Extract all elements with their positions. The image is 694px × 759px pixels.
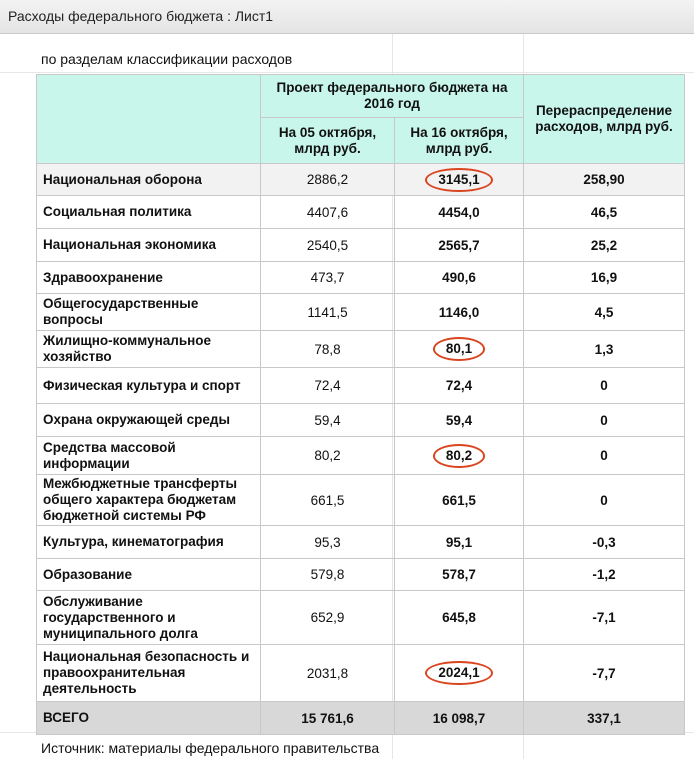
highlight-circle: 80,1 <box>433 337 485 361</box>
row-name[interactable]: Национальная экономика <box>37 229 261 262</box>
row-delta[interactable]: -0,3 <box>524 526 685 559</box>
row-oct5[interactable]: 661,5 <box>261 475 395 526</box>
header-empty-cell[interactable] <box>37 75 261 164</box>
row-name[interactable]: Национальная безопасность и правоохранительная деятельность <box>37 645 261 702</box>
row-delta[interactable]: -1,2 <box>524 559 685 591</box>
row-name[interactable]: Охрана окружающей среды <box>37 404 261 437</box>
table-row <box>37 645 685 702</box>
row-delta[interactable]: -7,1 <box>524 591 685 645</box>
table-row <box>37 368 685 404</box>
header-oct5[interactable]: На 05 октября, млрд руб. <box>261 118 395 164</box>
row-oct5[interactable]: 59,4 <box>261 404 395 437</box>
row-name[interactable]: Социальная политика <box>37 196 261 229</box>
spreadsheet-sheet[interactable] <box>0 34 694 759</box>
window-title: Расходы федерального бюджета : Лист1 <box>0 0 694 34</box>
row-oct16[interactable]: 72,4 <box>395 368 524 404</box>
highlight-circle: 80,2 <box>433 444 485 468</box>
row-delta[interactable]: 0 <box>524 368 685 404</box>
row-delta[interactable]: -7,7 <box>524 645 685 702</box>
row-oct5[interactable]: 72,4 <box>261 368 395 404</box>
table-row <box>37 404 685 437</box>
row-oct16[interactable]: 645,8 <box>395 591 524 645</box>
header-project[interactable]: Проект федерального бюджета на 2016 год <box>261 75 524 118</box>
row-oct16[interactable] <box>395 645 524 702</box>
total-oct16[interactable]: 16 098,7 <box>395 702 524 735</box>
row-delta[interactable]: 0 <box>524 475 685 526</box>
row-oct16[interactable]: 95,1 <box>395 526 524 559</box>
header-oct16[interactable]: На 16 октября, млрд руб. <box>395 118 524 164</box>
table-row <box>37 294 685 331</box>
row-name[interactable]: Физическая культура и спорт <box>37 368 261 404</box>
table-row <box>37 164 685 196</box>
row-oct5[interactable]: 95,3 <box>261 526 395 559</box>
table-row <box>37 559 685 591</box>
row-oct16[interactable] <box>395 331 524 368</box>
row-name[interactable]: Обслуживание государственного и муниципального долга <box>37 591 261 645</box>
row-delta[interactable]: 16,9 <box>524 262 685 294</box>
highlight-circle: 3145,1 <box>425 168 492 192</box>
total-oct5[interactable]: 15 761,6 <box>261 702 395 735</box>
row-oct16[interactable]: 490,6 <box>395 262 524 294</box>
row-oct16[interactable]: 4454,0 <box>395 196 524 229</box>
total-row <box>37 702 685 735</box>
total-delta[interactable]: 337,1 <box>524 702 685 735</box>
row-delta[interactable]: 258,90 <box>524 164 685 196</box>
source-note: Источник: материалы федерального правительства <box>41 740 380 756</box>
row-name[interactable]: Средства массовой информации <box>37 437 261 475</box>
table-row <box>37 262 685 294</box>
table-row <box>37 526 685 559</box>
table-row <box>37 331 685 368</box>
row-name[interactable]: Здравоохранение <box>37 262 261 294</box>
row-oct16[interactable]: 1146,0 <box>395 294 524 331</box>
row-oct5[interactable]: 652,9 <box>261 591 395 645</box>
row-name[interactable]: Жилищно-коммунальное хозяйство <box>37 331 261 368</box>
row-delta[interactable]: 1,3 <box>524 331 685 368</box>
row-oct5[interactable]: 4407,6 <box>261 196 395 229</box>
row-delta[interactable]: 4,5 <box>524 294 685 331</box>
row-name[interactable]: Национальная оборона <box>37 164 261 196</box>
row-oct5[interactable]: 78,8 <box>261 331 395 368</box>
row-oct5[interactable]: 579,8 <box>261 559 395 591</box>
row-delta[interactable]: 25,2 <box>524 229 685 262</box>
row-name[interactable]: Межбюджетные трансферты общего характера бюджетам бюджетной системы РФ <box>37 475 261 526</box>
row-oct16[interactable]: 578,7 <box>395 559 524 591</box>
row-oct5[interactable]: 2540,5 <box>261 229 395 262</box>
table-row <box>37 229 685 262</box>
table-row <box>37 475 685 526</box>
row-oct16[interactable]: 59,4 <box>395 404 524 437</box>
row-oct5[interactable]: 80,2 <box>261 437 395 475</box>
row-name[interactable]: Общегосударственные вопросы <box>37 294 261 331</box>
table-caption: по разделам классификации расходов <box>41 51 293 67</box>
row-oct16[interactable] <box>395 164 524 196</box>
grid-line <box>0 72 694 73</box>
row-oct5[interactable]: 473,7 <box>261 262 395 294</box>
row-delta[interactable]: 0 <box>524 404 685 437</box>
row-oct16[interactable] <box>395 437 524 475</box>
row-oct5[interactable]: 2031,8 <box>261 645 395 702</box>
row-oct16[interactable]: 2565,7 <box>395 229 524 262</box>
row-name[interactable]: Образование <box>37 559 261 591</box>
row-oct5[interactable]: 1141,5 <box>261 294 395 331</box>
header-redistribution[interactable]: Перераспределение расходов, млрд руб. <box>524 75 685 164</box>
table-row <box>37 196 685 229</box>
table-row <box>37 437 685 475</box>
row-delta[interactable]: 0 <box>524 437 685 475</box>
table-row <box>37 591 685 645</box>
row-oct16[interactable]: 661,5 <box>395 475 524 526</box>
total-name[interactable]: ВСЕГО <box>37 702 261 735</box>
budget-table <box>36 74 685 735</box>
highlight-circle: 2024,1 <box>425 661 492 685</box>
row-name[interactable]: Культура, кинематография <box>37 526 261 559</box>
row-delta[interactable]: 46,5 <box>524 196 685 229</box>
row-oct5[interactable]: 2886,2 <box>261 164 395 196</box>
